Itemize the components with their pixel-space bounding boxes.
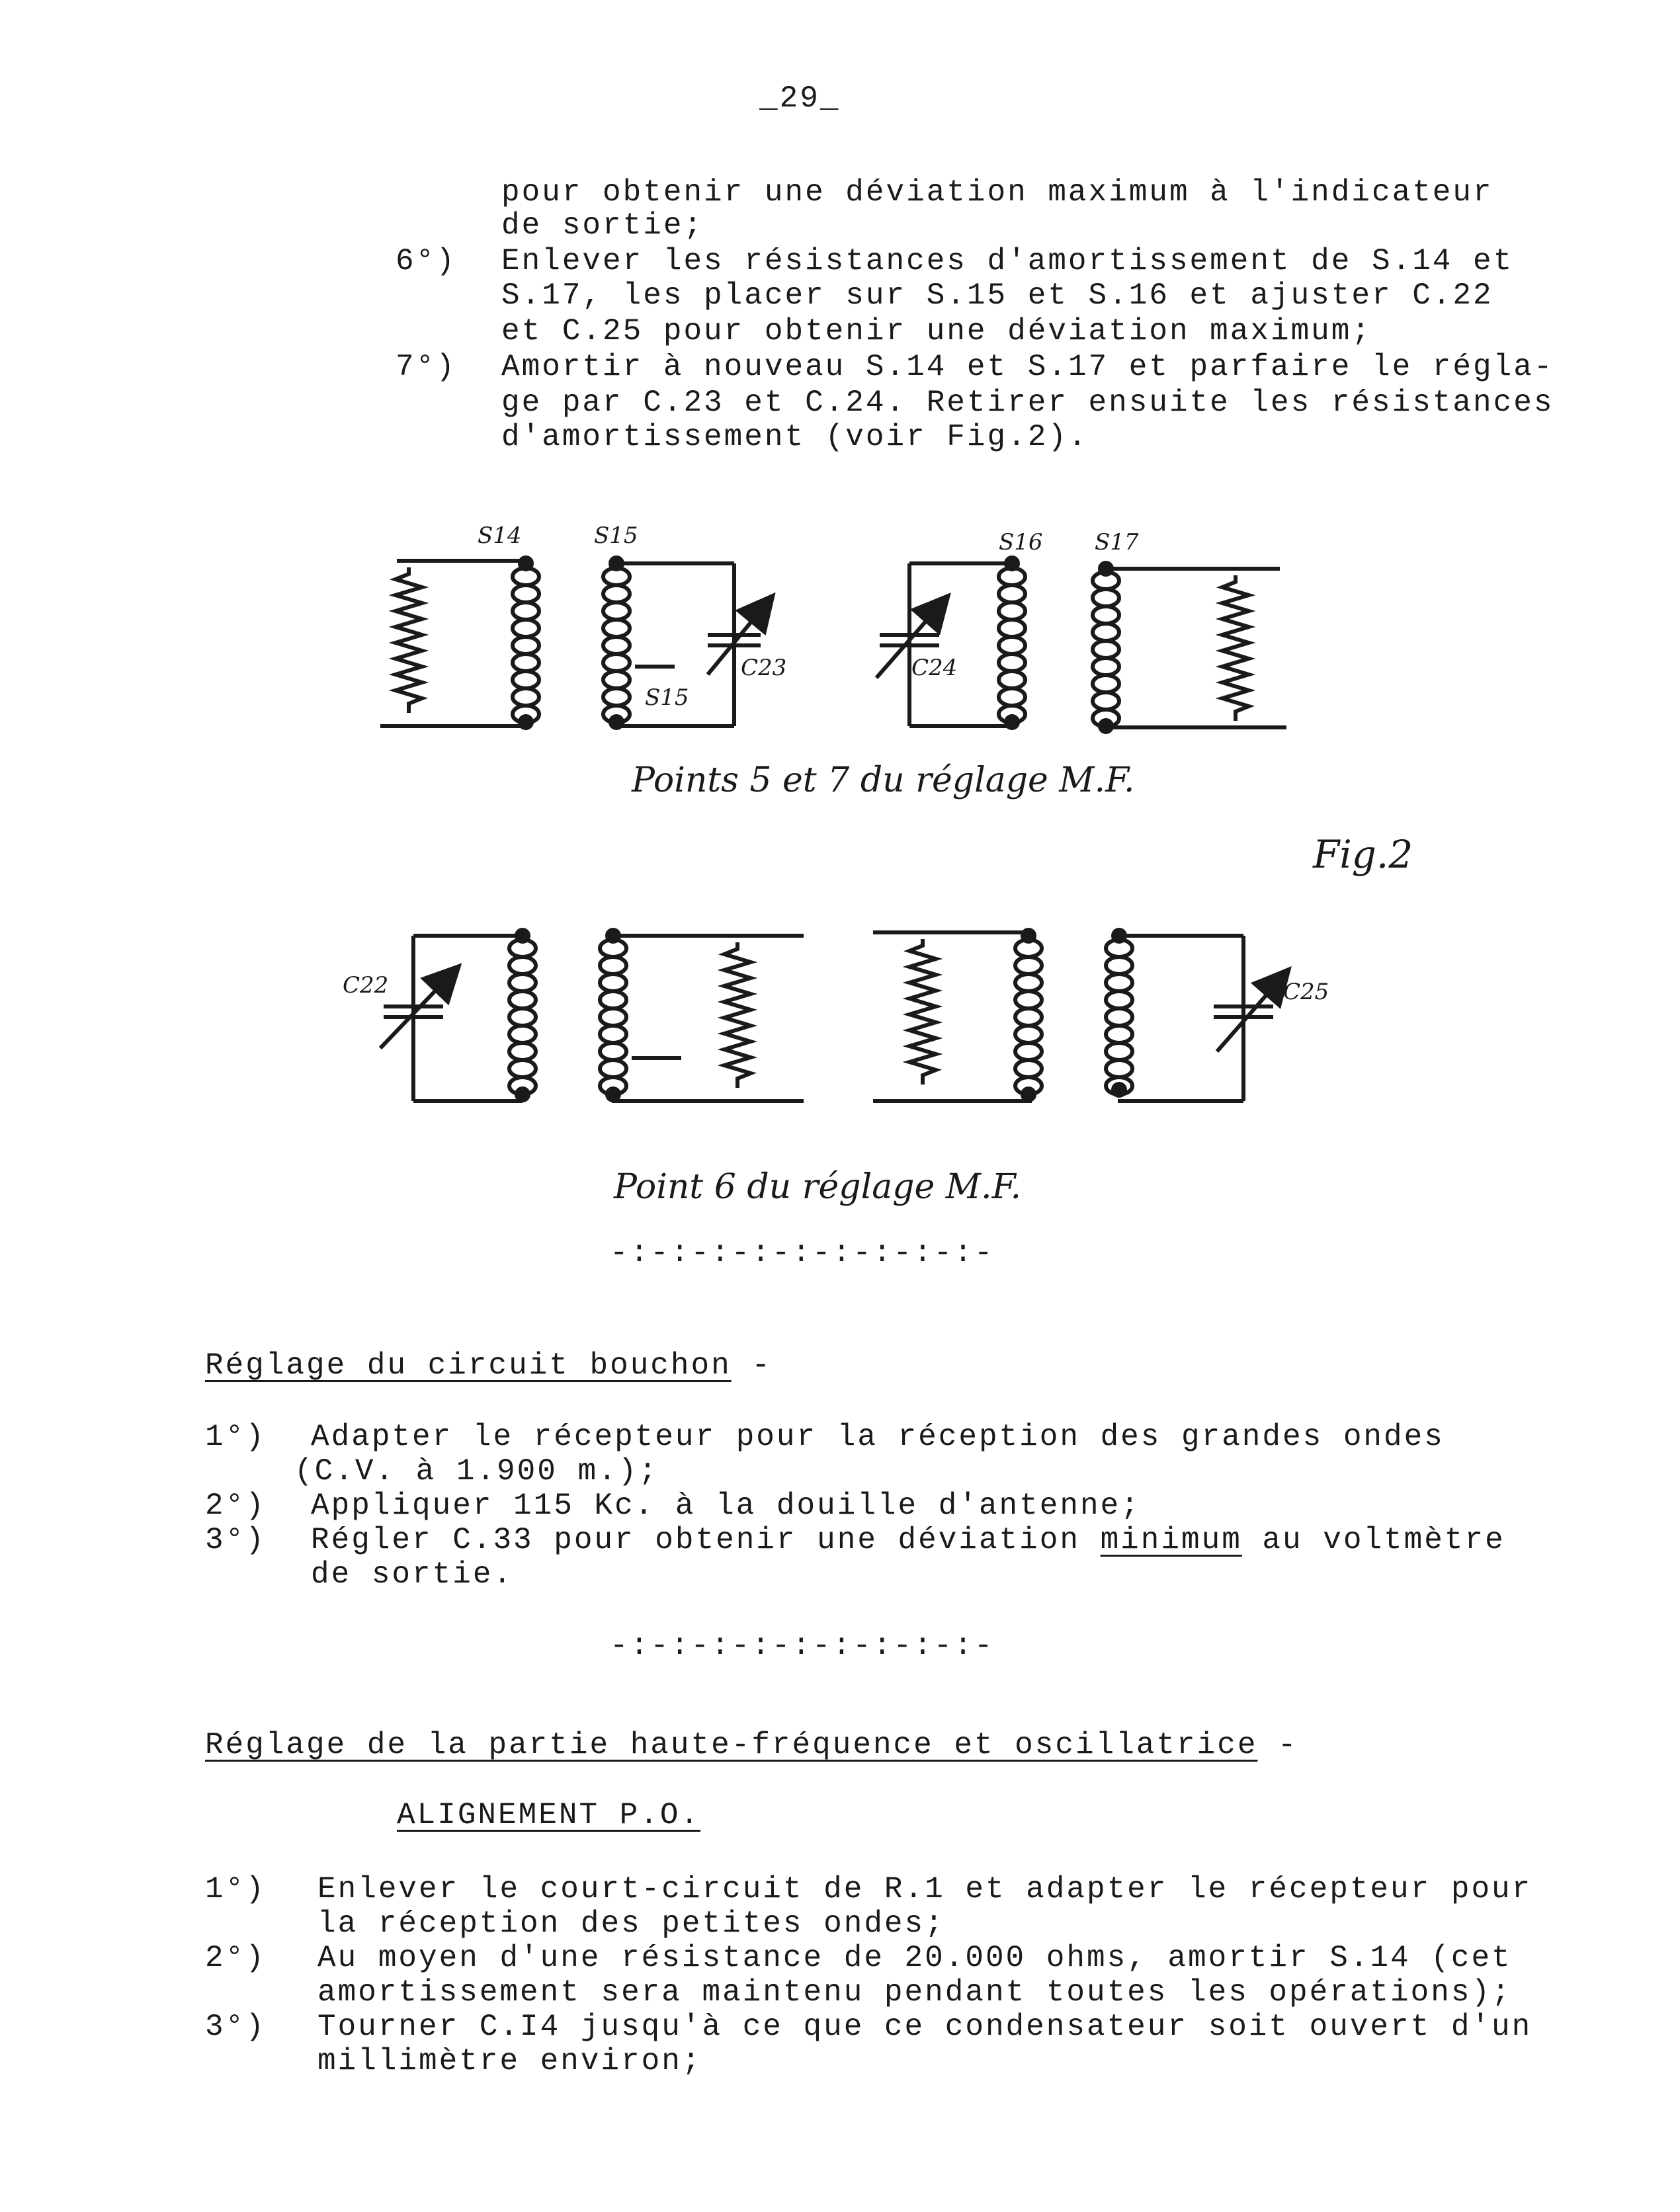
section-heading [205,1348,772,1383]
text-line: de sortie; [501,208,704,243]
item-number: 1°) [205,1872,266,1906]
text-line: d'amortissement (voir Fig.2). [501,420,1089,454]
text-line: de sortie. [311,1557,514,1592]
text-line: Au moyen d'une résistance de 20.000 ohms, amortir S.14 (cet [317,1941,1512,1975]
text-line: ge par C.23 et C.24. Retirer ensuite les résistances [501,386,1554,420]
label-s15-tap: S15 [645,684,689,711]
text-line: millimètre environ; [317,2044,702,2078]
text-line: pour obtenir une déviation maximum à l'indicateur [501,175,1493,210]
text-line: amortissement sera maintenu pendant toutes les opérations); [317,1975,1512,2010]
heading-dash: - [1257,1728,1298,1762]
figure-caption-bottom: Point 6 du réglage M.F. [614,1167,1022,1207]
label-s16: S16 [999,529,1043,555]
figure-caption-top: Points 5 et 7 du réglage M.F. [632,760,1135,800]
item-number: 7°) [396,350,456,384]
heading-dash: - [731,1348,772,1383]
section-heading [205,1727,1298,1763]
item-number: 6°) [396,244,456,278]
subheading [397,1797,700,1833]
text-line: S.17, les placer sur S.15 et S.16 et ajuster C.22 [501,278,1493,313]
text-line: Enlever les résistances d'amortissement de S.14 et [501,244,1514,278]
text-line: Appliquer 115 Kc. à la douille d'antenne; [311,1489,1141,1523]
text-line [311,1522,1505,1558]
item-number: 2°) [205,1941,266,1975]
label-s15: S15 [594,522,638,549]
figure-label: Fig.2 [1313,832,1413,877]
emphasis-minimum: minimum [1100,1523,1242,1557]
page-number: _29_ [759,81,841,116]
item-number: 3°) [205,1523,266,1557]
item-number: 1°) [205,1420,266,1454]
label-c22: C22 [343,972,389,999]
separator: -:-:-:-:-:-:-:-:-:- [610,1629,995,1663]
text-line: Amortir à nouveau S.14 et S.17 et parfaire le régla- [501,350,1554,384]
text-line: la réception des petites ondes; [317,1906,945,1941]
text-line: Tourner C.I4 jusqu'à ce que ce condensateur soit ouvert d'un [317,2010,1533,2044]
label-c25: C25 [1283,979,1329,1005]
separator: -:-:-:-:-:-:-:-:-:- [610,1236,995,1270]
text-segment: Régler C.33 pour obtenir une déviation [311,1523,1101,1557]
label-c24: C24 [911,655,958,681]
text-line: et C.25 pour obtenir une déviation maximum; [501,314,1372,348]
text-line: Adapter le récepteur pour la réception des grandes ondes [311,1420,1445,1454]
item-number: 3°) [205,2010,266,2044]
subheading-text: ALIGNEMENT P.O. [397,1798,701,1832]
text-line: (C.V. à 1.900 m.); [294,1454,659,1489]
label-s17: S17 [1095,529,1139,555]
item-number: 2°) [205,1489,266,1523]
text-segment: au voltmètre [1241,1523,1505,1557]
heading-text: Réglage du circuit bouchon [205,1348,732,1383]
text-line: Enlever le court-circuit de R.1 et adapter le récepteur pour [317,1872,1533,1906]
label-s14: S14 [478,522,522,549]
heading-text: Réglage de la partie haute-fréquence et oscillatrice [205,1728,1258,1762]
label-c23: C23 [741,655,787,681]
